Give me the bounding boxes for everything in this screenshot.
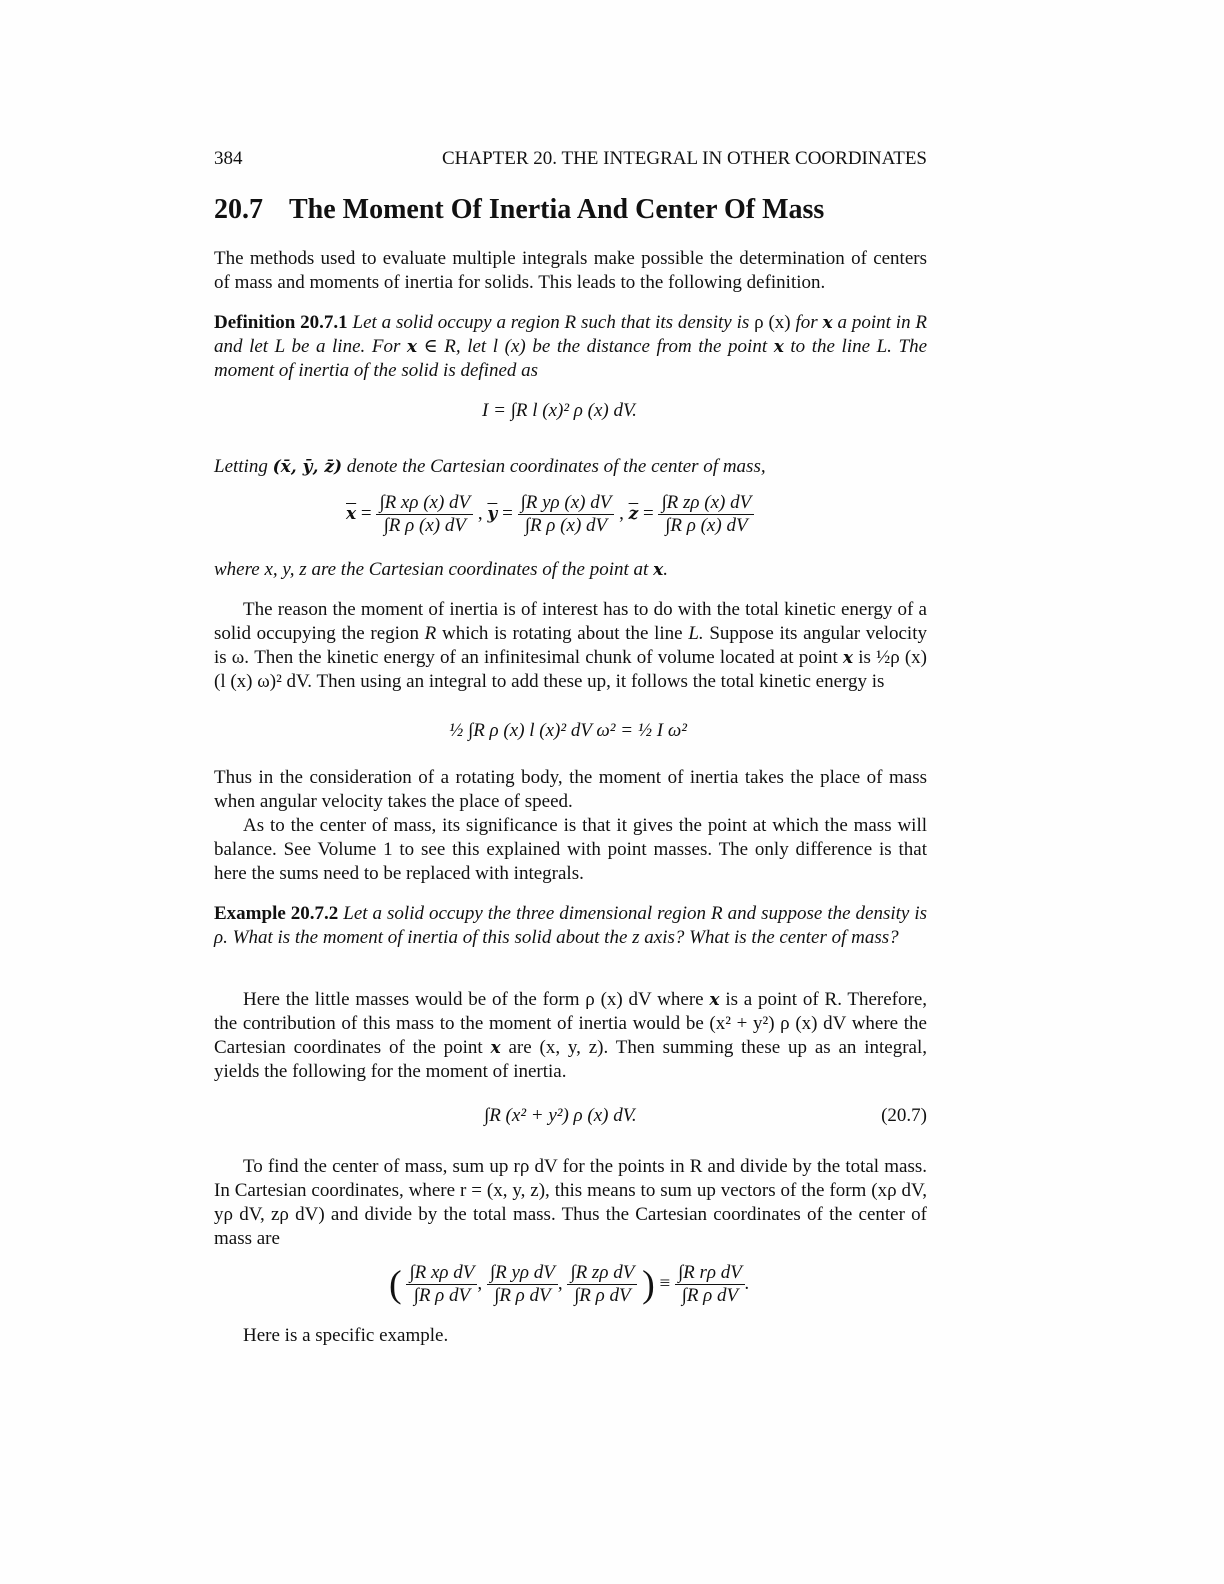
x-bar-denominator: ∫R ρ (x) dV — [383, 515, 466, 536]
x-bar-numerator: ∫R xρ (x) dV — [376, 492, 473, 515]
right-paren: ) — [642, 1263, 655, 1306]
y-bar-numerator: ∫R yρ (x) dV — [518, 492, 615, 515]
x-bar-fraction — [376, 492, 473, 537]
kinetic-text-d: is ½ρ (x) (l (x) ω)² dV. Then using an integral to add these up, it follows the total kinetic energy is — [214, 647, 928, 692]
y-bar-fraction — [518, 492, 615, 537]
definition-block — [214, 311, 927, 383]
equiv-sign: ≡ — [659, 1272, 671, 1294]
rotating-body-paragraph: Thus in the consideration of a rotating body, the moment of inertia takes the place of mass when angular velocity takes the place of speed. — [214, 767, 927, 812]
z-bar-denominator: ∫R ρ (x) dV — [665, 515, 748, 536]
equation-number: (20.7) — [881, 1105, 927, 1126]
kinetic-text-b: which is rotating about the line — [441, 623, 683, 644]
example-text: Let a solid occupy the three dimensional region R and suppose the density is ρ. What is the moment of inertia of this solid about the z axis? What is the center of mass? — [214, 903, 928, 948]
masses-text-c: R. Therefore, the contribution of this mass to the moment of inertia would be (x² + y²) ρ (x) dV where the Cartesian coordinates of the point — [214, 989, 928, 1058]
vector-x: x — [406, 337, 418, 357]
vector-x: x — [653, 560, 664, 580]
specific-example-line: Here is a specific example. — [243, 1325, 449, 1346]
rho-x: ρ (x) — [754, 312, 791, 333]
com-z-denominator: ∫R ρ dV — [574, 1285, 631, 1306]
left-paren: ( — [389, 1263, 402, 1306]
vector-x: x — [822, 313, 833, 333]
definition-text-6: to the line L. The moment of inertia of the solid is defined as — [214, 336, 928, 381]
region-r: R — [424, 623, 437, 644]
masses-text-a: Here the little masses would be of the form ρ (x) dV where — [243, 989, 704, 1010]
intro-paragraph: The methods used to evaluate multiple integrals make possible the determination of centers of mass and moments of inertia for solids. This leads to the following definition. — [214, 248, 927, 293]
com-x-denominator: ∫R ρ dV — [413, 1285, 471, 1306]
com-z-fraction — [567, 1262, 637, 1307]
where-period: . — [663, 559, 668, 580]
com-r-denominator: ∫R ρ dV — [681, 1285, 739, 1306]
where-text: where x, y, z are the Cartesian coordinates of the point at — [214, 559, 649, 580]
x-bar: $\overline{x}$ — [346, 503, 357, 524]
y-bar-denominator: ∫R ρ (x) dV — [524, 515, 608, 536]
y-bar: $\overline{y}$ — [487, 503, 498, 524]
center-of-mass-equation: $\overline{x}$ = $\frac{\text{∫R xρ (x) dV}}{\text{∫R ρ (x) dV}}$ , $\overline{y}$ = $\frac{\text{∫R yρ (x) dV}}{\text{∫R ρ (x) dV}}$ , $\overline{z}$ = $\frac{\text{∫R zρ (x) dV}}{\text{∫R ρ (x) dV}}$ — [346, 492, 754, 537]
l-x: l (x) — [492, 336, 526, 357]
com-x-fraction — [406, 1262, 477, 1307]
letting-text-1: Letting — [214, 456, 268, 477]
z-bar: $\overline{z}$ — [628, 503, 639, 524]
com-y-denominator: ∫R ρ dV — [494, 1285, 551, 1306]
find-center-paragraph: To find the center of mass, sum up rρ dV for the points in R and divide by the total mass. In Cartesian coordinates, where r = (x, y, z), this means to sum up vectors of the form (xρ dV, yρ dV, zρ dV) and divide by the total mass. Thus the Cartesian coordinates of the center of mass are — [214, 1156, 927, 1249]
section-heading — [214, 194, 824, 226]
letting-text-2: denote the Cartesian coordinates of the center of mass, — [346, 456, 766, 477]
z-bar-numerator: ∫R zρ (x) dV — [658, 492, 754, 515]
kinetic-energy-equation: ½ ∫R ρ (x) l (x)² dV ω² = ½ I ω² — [449, 720, 687, 741]
center-of-mass-paragraph: As to the center of mass, its significance is that it gives the point at which the mass will balance. See Volume 1 to see this explained with point masses. The only difference is that here the sums need to be replaced with integrals. — [214, 815, 927, 884]
com-y-fraction — [487, 1262, 558, 1307]
masses-text-b: is a point of — [725, 989, 819, 1010]
com-y-numerator: ∫R yρ dV — [487, 1262, 558, 1285]
running-title: CHAPTER 20. THE INTEGRAL IN OTHER COORDINATES — [441, 148, 927, 169]
z-bar-fraction — [658, 492, 754, 537]
running-header — [214, 148, 927, 170]
com-z-numerator: ∫R zρ dV — [567, 1262, 637, 1285]
kinetic-text-a: The reason the moment of inertia is of interest has to do with the total kinetic energy of a solid occupying the region — [214, 599, 927, 644]
com-x-numerator: ∫R xρ dV — [406, 1262, 477, 1285]
definition-label: Definition 20.7.1 — [214, 312, 348, 333]
masses-text-d: are (x, y, z). Then summing these up as an integral, yields the following for the moment of inertia. — [214, 1037, 927, 1082]
kinetic-paragraph — [214, 598, 927, 694]
little-masses-paragraph — [214, 988, 927, 1084]
center-of-mass-vector-equation: ( $\frac{\text{∫R xρ dV}}{\text{∫R ρ dV}}$ , $\frac{\text{∫R yρ dV}}{\text{∫R ρ dV}}$ , $\frac{\text{∫R zρ dV}}{\text{∫R ρ dV}}$ ) ≡ $\frac{\text{∫R rρ dV}}{\text{∫R ρ dV}}$ . — [389, 1262, 750, 1306]
where-line — [214, 558, 927, 582]
section-title: The Moment Of Inertia And Center Of Mass — [289, 194, 825, 225]
definition-text-4: ∈ R, let — [423, 336, 487, 357]
center-tuple: (x̄, ȳ, z̄) — [272, 457, 343, 477]
kinetic-text-c: Suppose its angular velocity is ω. Then the kinetic energy of an infinitesimal chunk of volume located at point — [214, 623, 927, 668]
vector-x: x — [842, 648, 854, 668]
inertia-definition-equation: I = ∫R l (x)² ρ (x) dV. — [482, 400, 637, 421]
definition-text-5: be the distance from the point — [532, 336, 768, 357]
section-number: 20.7 — [214, 194, 263, 225]
equation-20-7: ∫R (x² + y²) ρ (x) dV. — [484, 1105, 637, 1126]
vector-x: x — [490, 1038, 501, 1058]
vector-x: x — [773, 337, 784, 357]
com-r-numerator: ∫R rρ dV — [675, 1262, 745, 1285]
page-number: 384 — [214, 148, 243, 169]
definition-text-2: for — [795, 312, 818, 333]
line-l: L. — [688, 623, 704, 644]
example-block — [214, 902, 927, 950]
example-label: Example 20.7.2 — [214, 903, 339, 924]
definition-text-3: a point in R and let L be a line. For — [214, 312, 928, 357]
com-r-fraction — [675, 1262, 745, 1307]
letting-line — [214, 455, 927, 479]
vector-x: x — [709, 990, 720, 1010]
definition-text-1: Let a solid occupy a region R such that its density is — [352, 312, 750, 333]
